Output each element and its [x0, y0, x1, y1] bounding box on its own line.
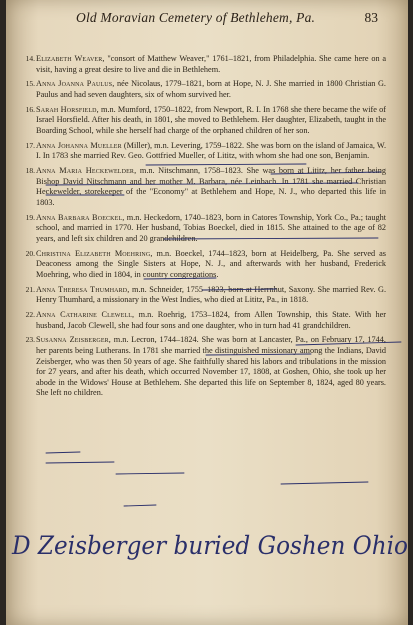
entry-name: Anna Catharine Clewell, — [36, 309, 135, 319]
burial-entry — [25, 248, 386, 281]
entry-number: 21. — [25, 284, 35, 294]
burial-entry — [25, 140, 387, 162]
entry-name: Elizabeth Weaver, — [36, 54, 105, 63]
entry-number: 19. — [25, 212, 35, 222]
page-number: 83 — [364, 10, 378, 25]
running-title: Old Moravian Cemetery of Bethlehem, Pa. — [76, 10, 316, 25]
entry-text: (Miller), m.n. Levering, 1759–1822. She was born on the island of Jamaica, W. I. In 1783 she married Rev. Geo. Gottfried Mueller, of Lititz, with whom she had one son, Benjamin. — [36, 140, 387, 161]
handwritten-note — [6, 520, 408, 568]
entry-name: Anna Joanna Paulus, — [36, 79, 115, 89]
burial-entry — [25, 54, 386, 75]
entry-number: 16. — [25, 104, 35, 114]
entry-name: Anna Johanna Mueller — [36, 140, 122, 150]
entry-number: 14. — [25, 54, 35, 63]
handwritten-note-text: D Zeisberger buried Goshen Ohio — [11, 531, 408, 560]
book-page — [6, 0, 408, 625]
entry-number: 20. — [25, 248, 35, 258]
page-header — [6, 8, 408, 30]
entry-name: Anna Theresa Thumhard, — [36, 284, 130, 294]
burial-entry — [25, 79, 386, 100]
entry-text: m.n. Lecron, 1744–1824. She was born at Lancaster, Pa., on February 17, 1744, her parents being Lutherans. In 1781 she married the distinguished missionary among the Indians, David Zeisberger, who was then 50 years of age. She faithfully shared his labors and tribulations in the mission for 27 years, and after his death, which occurred November 17, 1808, at Goshen, Ohio, she took up her abode in the Widows' House at Bethlehem. She departed this life on September 8, 1824, aged 80 years. She left no children. — [36, 335, 386, 398]
underline-mark — [46, 452, 80, 453]
underline-mark — [124, 505, 156, 506]
entry-text: m.n. Heckedorn, 1740–1823, born in Catores Township, York Co., Pa.; taught school, and married in 1770. Her husband, Tobias Boeckel, died in 1815. She attained to the age of 82 years, and left six children and 20 grandchildren. — [36, 212, 386, 243]
entry-name: Anna Barbara Boeckel, — [36, 212, 125, 222]
entry-name: Sarah Horsfield, — [36, 104, 99, 114]
entry-number: 17. — [25, 140, 35, 150]
burial-entry — [25, 212, 386, 245]
underline-mark — [281, 482, 368, 484]
entry-number: 15. — [25, 79, 35, 89]
entry-name: Anna Maria Heckewelder, — [36, 166, 137, 176]
underline-mark — [46, 462, 114, 463]
entry-text: m.n. Roehrig, 1753–1824, from Allen Township, this State. With her husband, Jacob Clewell, she had four sons and one daughter, who in turn had 41 grandchildren. — [36, 309, 386, 330]
entry-number: 22. — [25, 309, 35, 319]
entry-name: Christina Elizabeth Moehring, — [36, 248, 153, 258]
entry-text: m.n. Boeckel, 1744–1823, born at Heidelberg, Pa. She served as Deaconess among the Single Sisters at Hope, N. J., and afterwards with her husband, Frederick Moehring, who died in 1804, in country congregations. — [36, 248, 386, 279]
burial-entry — [25, 104, 386, 137]
entry-text: "consort of Matthew Weaver," 1761–1821, from Philadelphia. She came here on a visit, having a great desire to live and die in Bethlehem. — [36, 54, 386, 74]
entry-number: 23. — [25, 335, 35, 345]
burial-entry — [25, 166, 386, 208]
burial-entries-list — [25, 54, 387, 403]
entry-text: née Nicolaus, 1779–1821, born at Hope, N. J. She married in 1800 Christian G. Paulus and had seven daughters, six of whom survived her. — [36, 79, 386, 99]
burial-entry — [25, 309, 386, 331]
entry-text: m.n. Nitschmann, 1758–1823. She was born at Lititz, her father being Bishop David Nitschmann and her mother M. Barbara, née Leinbach. In 1781 she married Christian Heckewelder, storekeeper of the "Economy" at Bethlehem and Hope, N. J., who departed this life in 1803. — [36, 166, 386, 207]
entry-text: m.n. Mumford, 1750–1822, from Newport, R. I. In 1768 she there became the wife of Israel Horsfield. After his death, in 1801, she moved to Bethlehem. Her daughter, Elizabeth, taught in the Boarding School, while she herself had charge of the orphaned children of her son. — [36, 104, 386, 135]
entry-name: Susanna Zeisberger, — [36, 335, 112, 345]
burial-entry — [25, 335, 386, 399]
underline-mark — [116, 473, 184, 474]
entry-text: m.n. Schneider, 1755–1823, born at Herrnhut, Saxony. She married Rev. G. Henry Thumhard, a missionary in the West Indies, who died at Lititz, Pa., in 1818. — [36, 284, 387, 305]
burial-entry — [25, 284, 387, 306]
entry-number: 18. — [25, 166, 35, 176]
